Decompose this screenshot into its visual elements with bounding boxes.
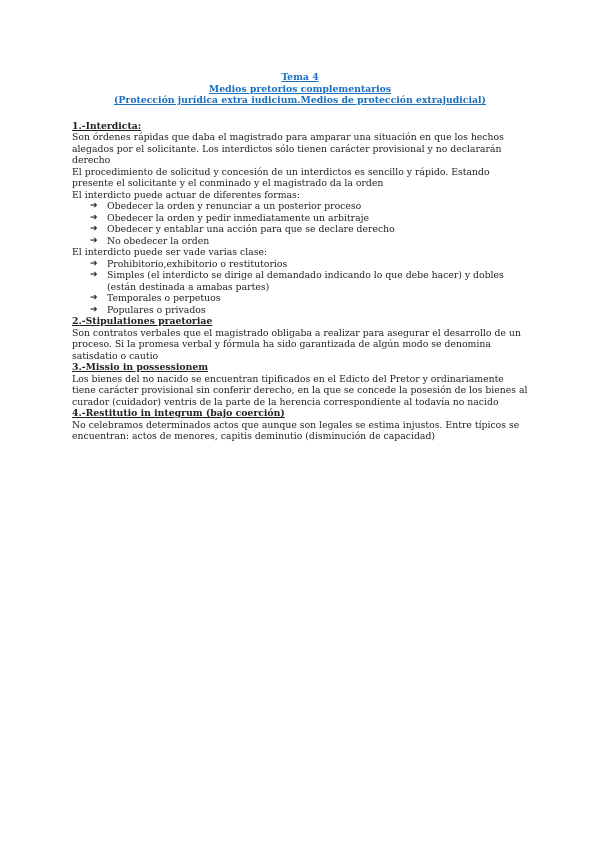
section-heading-restitutio: 4.-Restitutio in integrum (bajo coerción) — [72, 408, 285, 419]
list-item: ➔ No obedecer la orden — [90, 235, 210, 247]
arrow-right-icon: ➔ — [90, 293, 98, 303]
list-item: ➔ Prohibitorio,exhibitorio o restitutorios — [90, 258, 288, 270]
forms-list — [72, 201, 528, 247]
paragraph: Son órdenes rápidas que daba el magistrado para amparar una situación en que los hechos alegados por el solicitante. Los interdictos sólo tienen carácter provisional y no declararán derecho — [72, 132, 504, 166]
arrow-right-icon: ➔ — [90, 258, 98, 269]
section-heading-interdicta: 1.-Interdicta: — [72, 120, 142, 132]
arrow-right-icon: ➔ — [90, 224, 98, 234]
title-block — [72, 72, 528, 107]
paragraph: Son contratos verbales que el magistrado obligaba a realizar para asegurar el desarrollo de un proceso. Si la promesa verbal y fórmula ha sido garantizada de algún modo se denomina satisdatio o cautio — [72, 327, 521, 362]
arrow-right-icon: ➔ — [90, 270, 98, 280]
list-item: ➔ Simples (el interdicto se dirige al demandado indicando lo que debe hacer) y dobles (están destinada a amabas partes) — [90, 270, 504, 293]
topic-subtitle: (Protección jurídica extra iudicium.Medios de protección extrajudicial) — [114, 95, 486, 106]
paragraph: El interdicto puede ser vade varias clase: — [72, 247, 268, 258]
paragraph: El interdicto puede actuar de diferentes formas: — [72, 189, 300, 201]
section-heading-missio: 3.-Missio in possessionem — [72, 362, 209, 373]
list-item: ➔ Obedecer la orden y pedir inmediatamente un arbitraje — [90, 212, 370, 224]
topic-title: Medios pretorios complementarios — [208, 83, 392, 95]
arrow-right-icon: ➔ — [90, 212, 98, 223]
arrow-right-icon: ➔ — [90, 304, 98, 315]
list-item: ➔ Temporales o perpetuos — [90, 293, 221, 304]
paragraph: Los bienes del no nacido se encuentran tipificados en el Edicto del Pretor y ordinariamente tiene carácter provisional sin conferir derecho, en la que se concede la posesión de los bienes al curador (cuidador) ventris de la parte de la herencia correspondiente al todavía no nacido — [72, 373, 528, 408]
paragraph: No celebramos determinados actos que aunque son legales se estima injustos. Entre típicos se encuentran: actos de menores, capitis deminutio (disminución de capacidad) — [72, 419, 520, 442]
paragraph: El procedimiento de solicitud y concesión de un interdictos es sencillo y rápido. Estando presente el solicitante y el conminado y el magistrado da la orden — [72, 166, 490, 189]
list-item: ➔ Obedecer la orden y renunciar a un posterior proceso — [90, 201, 362, 212]
arrow-right-icon: ➔ — [90, 201, 98, 211]
arrow-right-icon: ➔ — [90, 235, 98, 246]
section-heading-stipulationes: 2.-Stipulationes praetoriae — [72, 316, 213, 327]
topic-number: Tema 4 — [281, 72, 319, 83]
list-item: ➔ Populares o privados — [90, 304, 206, 316]
list-item: ➔ Obedecer y entablar una acción para que se declare derecho — [90, 224, 395, 235]
classes-list — [72, 259, 528, 317]
